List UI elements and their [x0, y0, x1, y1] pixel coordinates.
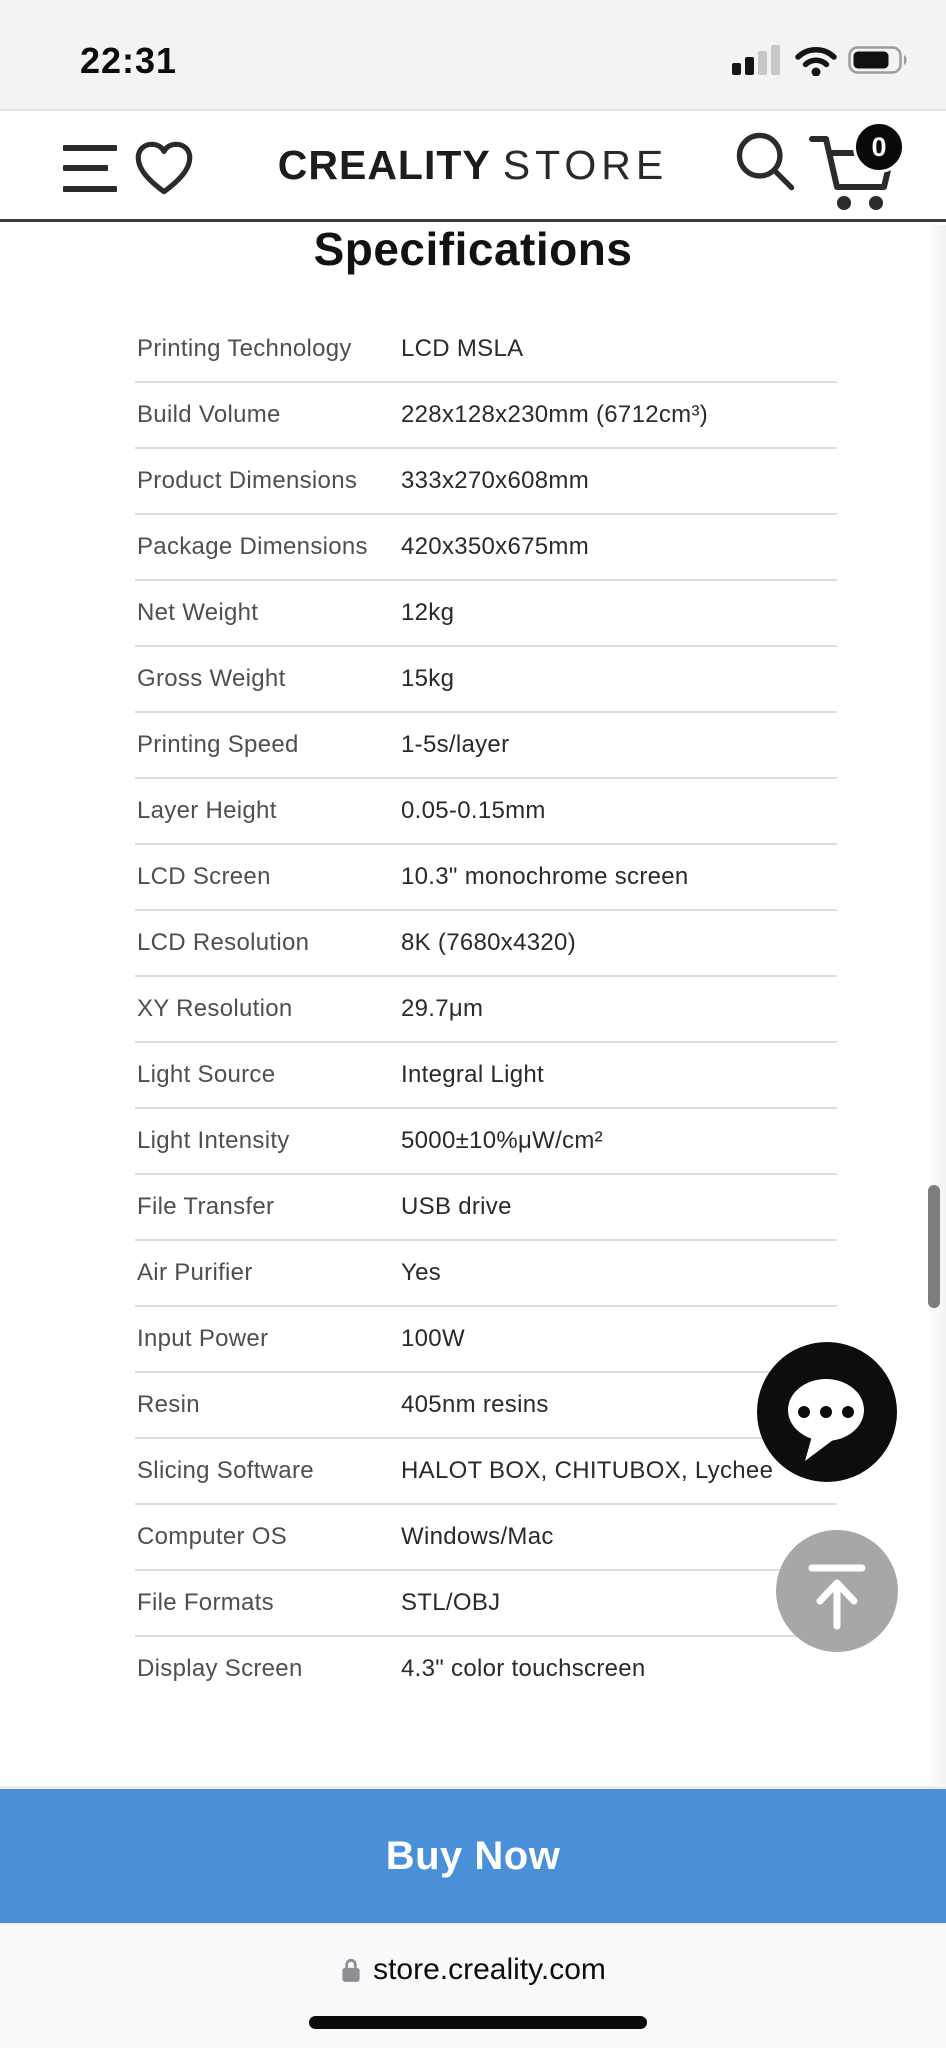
spec-label: Printing Speed	[137, 731, 299, 758]
spec-value: 420x350x675mm	[401, 533, 590, 560]
spec-row	[135, 1307, 837, 1373]
spec-label: Display Screen	[137, 1655, 303, 1682]
chat-button[interactable]	[757, 1342, 897, 1482]
spec-label: Light Intensity	[137, 1127, 290, 1154]
spec-row	[135, 383, 837, 449]
spec-row	[135, 1505, 837, 1571]
spec-value: 5000±10%μW/cm²	[401, 1127, 603, 1154]
cellular-signal-icon	[732, 44, 784, 76]
spec-value: 29.7μm	[401, 995, 484, 1022]
spec-row	[135, 1241, 837, 1307]
home-indicator[interactable]	[309, 2016, 647, 2029]
spec-label: Slicing Software	[137, 1457, 314, 1484]
spec-row	[135, 1571, 837, 1637]
logo-store: STORE	[502, 141, 669, 188]
spec-label: Printing Technology	[137, 335, 352, 362]
spec-value: 1-5s/layer	[401, 731, 510, 758]
cart-button[interactable]	[806, 125, 902, 217]
spec-label: Computer OS	[137, 1523, 288, 1550]
spec-label: Gross Weight	[137, 665, 286, 692]
browser-bottom-bar	[0, 1923, 946, 2048]
spec-row	[135, 1439, 837, 1505]
spec-label: Light Source	[137, 1061, 276, 1088]
spec-value: USB drive	[401, 1193, 512, 1220]
spec-value: Windows/Mac	[401, 1523, 554, 1550]
spec-row	[135, 317, 837, 383]
spec-label: File Formats	[137, 1589, 274, 1616]
spec-label: Product Dimensions	[137, 467, 358, 494]
spec-value: 228x128x230mm (6712cm³)	[401, 401, 709, 428]
spec-value: LCD MSLA	[401, 335, 524, 362]
spec-value: 8K (7680x4320)	[401, 929, 576, 956]
spec-value: Integral Light	[401, 1061, 544, 1088]
spec-row	[135, 1175, 837, 1241]
battery-icon	[848, 44, 910, 76]
spec-row	[135, 1373, 837, 1439]
spec-value: Yes	[401, 1259, 442, 1286]
spec-value: STL/OBJ	[401, 1589, 501, 1616]
address-bar[interactable]	[0, 1946, 946, 1994]
cart-count-badge: 0	[853, 121, 905, 173]
search-icon	[732, 128, 798, 194]
scrollbar-thumb[interactable]	[928, 1185, 940, 1308]
spec-value: HALOT BOX, CHITUBOX, Lychee	[401, 1457, 774, 1484]
spec-value: 10.3" monochrome screen	[401, 863, 689, 890]
logo-creality: CREALITY	[277, 141, 491, 188]
spec-value: 15kg	[401, 665, 455, 692]
status-bar	[0, 0, 946, 109]
spec-row	[135, 647, 837, 713]
spec-value: 405nm resins	[401, 1391, 549, 1418]
spec-value: 12kg	[401, 599, 455, 626]
wifi-icon	[794, 44, 838, 76]
spec-label: XY Resolution	[137, 995, 293, 1022]
spec-row	[135, 977, 837, 1043]
spec-row	[135, 581, 837, 647]
spec-label: Layer Height	[137, 797, 277, 824]
spec-label: Build Volume	[137, 401, 281, 428]
spec-row	[135, 779, 837, 845]
heart-icon	[130, 138, 198, 200]
status-icons	[732, 44, 910, 76]
spec-label: Air Purifier	[137, 1259, 253, 1286]
spec-row	[135, 515, 837, 581]
spec-row	[135, 1637, 837, 1701]
page-edge-fade	[924, 225, 946, 1785]
spec-table	[135, 317, 837, 1701]
search-button[interactable]	[732, 128, 798, 194]
spec-label: Resin	[137, 1391, 200, 1418]
buy-now-label: Buy Now	[385, 1833, 561, 1878]
wishlist-button[interactable]	[130, 138, 198, 200]
spec-row	[135, 911, 837, 977]
arrow-to-top-icon	[776, 1530, 898, 1652]
spec-label: Package Dimensions	[137, 533, 368, 560]
scroll-to-top-button[interactable]	[776, 1530, 898, 1652]
spec-label: Input Power	[137, 1325, 269, 1352]
spec-row	[135, 845, 837, 911]
spec-value: 100W	[401, 1325, 465, 1352]
menu-button[interactable]	[63, 145, 117, 193]
spec-value: 4.3" color touchscreen	[401, 1655, 646, 1682]
chat-bubble-icon	[757, 1342, 897, 1482]
spec-row	[135, 449, 837, 515]
spec-label: LCD Resolution	[137, 929, 310, 956]
spec-value: 333x270x608mm	[401, 467, 590, 494]
spec-row	[135, 1043, 837, 1109]
store-header	[0, 111, 946, 222]
buy-now-button[interactable]	[0, 1789, 946, 1923]
status-time: 22:31	[80, 40, 178, 81]
spec-value: 0.05-0.15mm	[401, 797, 546, 824]
lock-icon	[340, 1956, 362, 1984]
spec-row	[135, 1109, 837, 1175]
spec-label: Net Weight	[137, 599, 259, 626]
page-title: Specifications	[313, 223, 633, 275]
spec-label: LCD Screen	[137, 863, 271, 890]
spec-row	[135, 713, 837, 779]
url-text: store.creality.com	[373, 1953, 606, 1986]
spec-label: File Transfer	[137, 1193, 275, 1220]
